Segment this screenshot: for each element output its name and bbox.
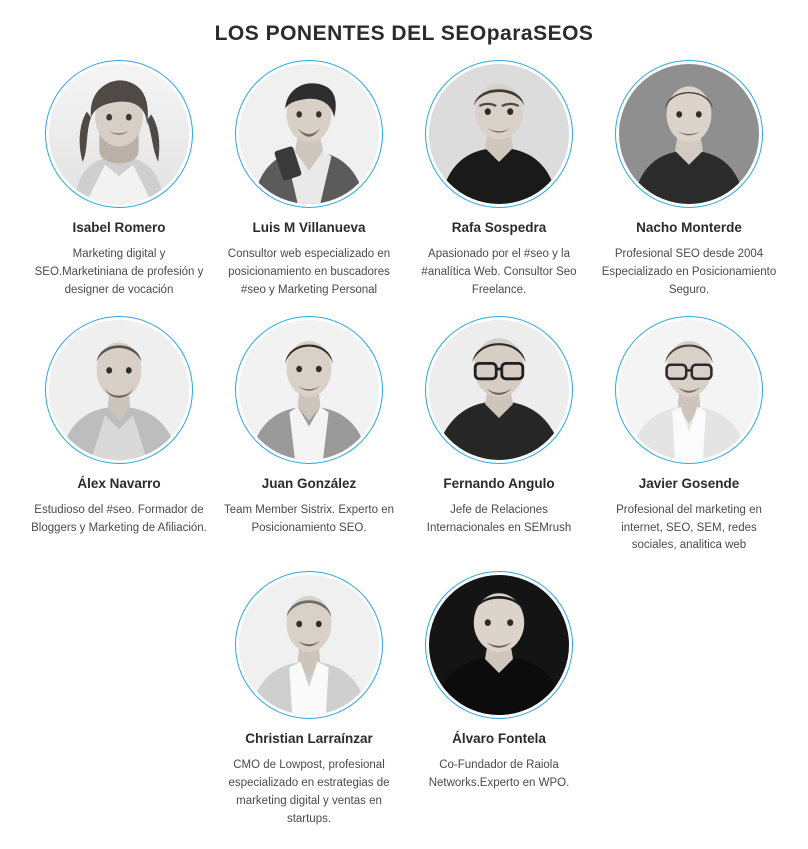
portrait-photo-rafa-sospedra-icon xyxy=(429,64,569,204)
speaker-description: Profesional del marketing en internet, SEO, SEM, redes sociales, analitica web xyxy=(616,503,762,552)
speaker-description: Apasionado por el #seo y la #analítica Web. Consultor Seo Freelance. xyxy=(421,248,577,296)
speaker-name: Álvaro Fontela xyxy=(452,731,546,747)
speaker-name: Juan González xyxy=(261,475,357,491)
avatar xyxy=(45,60,193,208)
speaker-card[interactable] xyxy=(215,316,403,556)
speaker-description: Estudioso del #seo. Formador de Bloggers y Marketing de Afiliación. xyxy=(31,503,207,534)
speaker-name: Luis M Villanueva xyxy=(252,220,366,235)
avatar xyxy=(615,60,763,208)
portrait-photo-isabel-romero-icon xyxy=(49,64,189,204)
speakers-row xyxy=(18,316,790,572)
speaker-name: Javier Gosende xyxy=(638,475,740,491)
speaker-name: Álex Navarro xyxy=(77,475,161,491)
avatar xyxy=(235,571,383,719)
speaker-name: Christian Larraínzar xyxy=(245,731,373,747)
speaker-name: Fernando Angulo xyxy=(443,475,555,491)
avatar xyxy=(235,60,383,208)
portrait-photo-nacho-monterde-icon xyxy=(619,64,759,204)
speaker-card[interactable] xyxy=(215,571,403,828)
avatar xyxy=(425,316,573,464)
speaker-description: Profesional SEO desde 2004 Especializado en Posicionamiento Seguro. xyxy=(601,248,777,296)
speaker-card[interactable] xyxy=(595,316,783,556)
speaker-description: Co-Fundador de Raiola Networks.Experto en WPO. xyxy=(428,759,570,790)
speaker-card[interactable] xyxy=(25,60,213,300)
portrait-photo-fernando-angulo-icon xyxy=(429,320,569,460)
speaker-card[interactable] xyxy=(405,60,593,300)
speakers-row xyxy=(18,571,790,844)
speaker-description: Consultor web especializado en posicionamiento en buscadores #seo y Marketing Personal xyxy=(227,248,391,296)
speaker-card[interactable] xyxy=(595,60,783,300)
speaker-card[interactable] xyxy=(405,571,593,828)
avatar xyxy=(425,60,573,208)
page-title: LOS PONENTES DEL SEOparaSEOS xyxy=(214,22,594,45)
speaker-card[interactable] xyxy=(25,316,213,556)
portrait-photo-christian-larrainzar-icon xyxy=(239,575,379,715)
portrait-photo-javier-gosende-icon xyxy=(619,320,759,460)
speaker-name: Rafa Sospedra xyxy=(451,220,547,235)
portrait-photo-alvaro-fontela-icon xyxy=(429,575,569,715)
speaker-description: Team Member Sistrix. Experto en Posicionamiento SEO. xyxy=(223,503,394,534)
speaker-card[interactable] xyxy=(405,316,593,556)
speakers-row xyxy=(18,60,790,316)
speaker-name: Nacho Monterde xyxy=(636,220,742,235)
speaker-name: Isabel Romero xyxy=(72,220,166,235)
speaker-card[interactable] xyxy=(215,60,403,300)
speaker-description: CMO de Lowpost, profesional especializado en estrategias de marketing digital y ventas en startups. xyxy=(228,759,390,825)
avatar xyxy=(425,571,573,719)
avatar xyxy=(235,316,383,464)
portrait-photo-luis-m-villanueva-icon xyxy=(239,64,379,204)
avatar xyxy=(45,316,193,464)
portrait-photo-juan-gonzalez-icon xyxy=(239,320,379,460)
speaker-description: Jefe de Relaciones Internacionales en SEMrush xyxy=(426,503,572,534)
speakers-grid xyxy=(0,60,808,845)
speaker-description: Marketing digital y SEO.Marketiniana de profesión y designer de vocación xyxy=(34,248,204,296)
avatar xyxy=(615,316,763,464)
portrait-photo-alex-navarro-icon xyxy=(49,320,189,460)
